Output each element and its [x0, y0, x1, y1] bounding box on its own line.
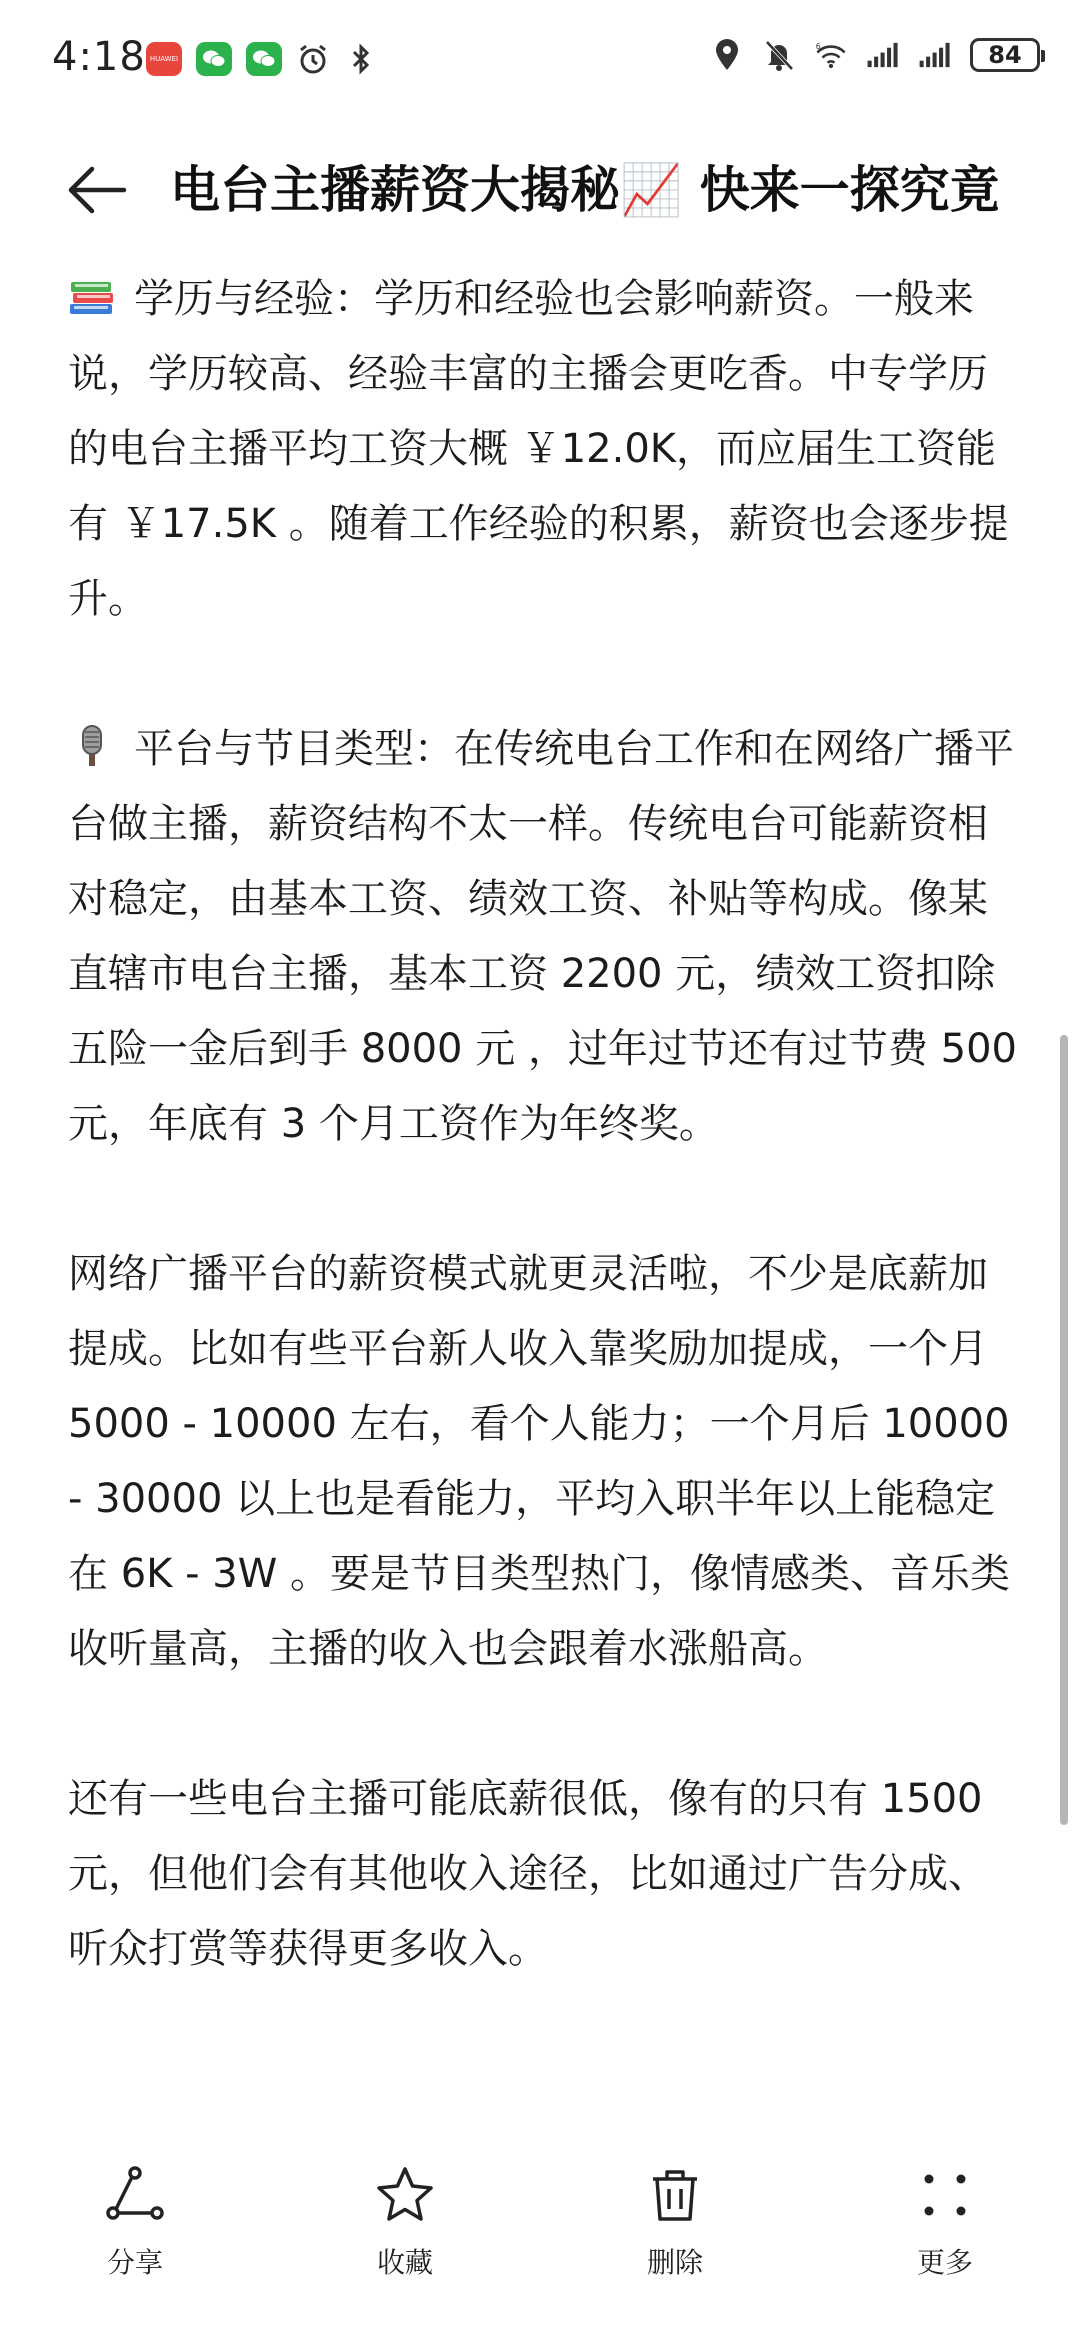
delete-label: 删除	[646, 2246, 703, 2279]
paragraph-text: 还有一些电台主播可能底薪很低，像有的只有 1500 元，但他们会有其他收入途径，比如通过广告分成、听众打赏等获得更多收入。	[68, 1776, 988, 1972]
back-arrow-icon	[66, 164, 128, 216]
paragraph-text: 学历与经验：学历和经验也会影响薪资。一般来说，学历较高、经验丰富的主播会更吃香。中专学历的电台主播平均工资大概 ￥12.0K，而应届生工资能有 ￥17.5K 。随着工作经验的积累，薪资也会逐步提升。	[68, 276, 1009, 622]
header-bar	[0, 130, 1080, 250]
microphone-emoji-icon	[68, 724, 116, 768]
wifi-icon	[814, 38, 848, 72]
paragraph-platform	[68, 712, 1018, 1162]
favorite-label: 收藏	[376, 2246, 433, 2279]
signal-icon	[866, 38, 900, 72]
paragraph-other-income	[68, 1762, 1018, 1987]
scrollbar-thumb[interactable]	[1060, 1035, 1068, 1825]
paragraph-text: 平台与节目类型：在传统电台工作和在网络广播平台做主播，薪资结构不太一样。传统电台可能薪资相对稳定，由基本工资、绩效工资、补贴等构成。像某直辖市电台主播，基本工资 2200 元，绩效工资扣除五险一金后到手 8000 元 ，过年过节还有过节费 500 元，年底有 3 个月工资作为年终奖。	[68, 726, 1018, 1147]
battery-indicator: 84	[970, 38, 1040, 72]
wechat-icon-2	[246, 42, 282, 76]
more-label: 更多	[916, 2246, 973, 2279]
trash-icon	[643, 2163, 707, 2227]
wechat-icon	[196, 42, 232, 76]
status-time: 4:18	[52, 34, 146, 80]
page-title: 电台主播薪资大揭秘📈 快来一探究竟	[170, 161, 1000, 219]
share-icon	[103, 2163, 167, 2227]
huawei-app-icon	[146, 42, 182, 76]
mute-bell-icon	[762, 38, 796, 72]
star-icon	[373, 2163, 437, 2227]
article-content	[68, 262, 1018, 2062]
favorite-button[interactable]	[305, 2141, 505, 2291]
notification-icons	[146, 42, 378, 76]
system-status	[710, 38, 1040, 72]
bluetooth-icon	[344, 42, 378, 76]
more-button[interactable]	[845, 2141, 1045, 2291]
alarm-icon	[296, 42, 330, 76]
status-bar	[0, 0, 1080, 120]
books-emoji-icon	[68, 274, 116, 318]
more-dots-icon	[913, 2163, 977, 2227]
signal-icon-2	[918, 38, 952, 72]
share-button[interactable]	[35, 2141, 235, 2291]
bottom-action-bar	[0, 2141, 1080, 2331]
location-icon	[710, 38, 744, 72]
paragraph-online	[68, 1237, 1018, 1687]
huawei-badge-label: HUAWEI	[149, 55, 179, 63]
delete-button[interactable]	[575, 2141, 775, 2291]
svg-text:6: 6	[815, 42, 821, 52]
share-label: 分享	[106, 2246, 163, 2279]
paragraph-education	[68, 262, 1018, 637]
paragraph-text: 网络广播平台的薪资模式就更灵活啦，不少是底薪加提成。比如有些平台新人收入靠奖励加提成，一个月 5000 - 10000 左右，看个人能力；一个月后 10000 - 30000 以上也是看能力，平均入职半年以上能稳定在 6K - 3W 。要是节目类型热门，像情感类、音乐类收听量高，主播的收入也会跟着水涨船高。	[68, 1251, 1010, 1672]
back-button[interactable]	[62, 160, 132, 220]
